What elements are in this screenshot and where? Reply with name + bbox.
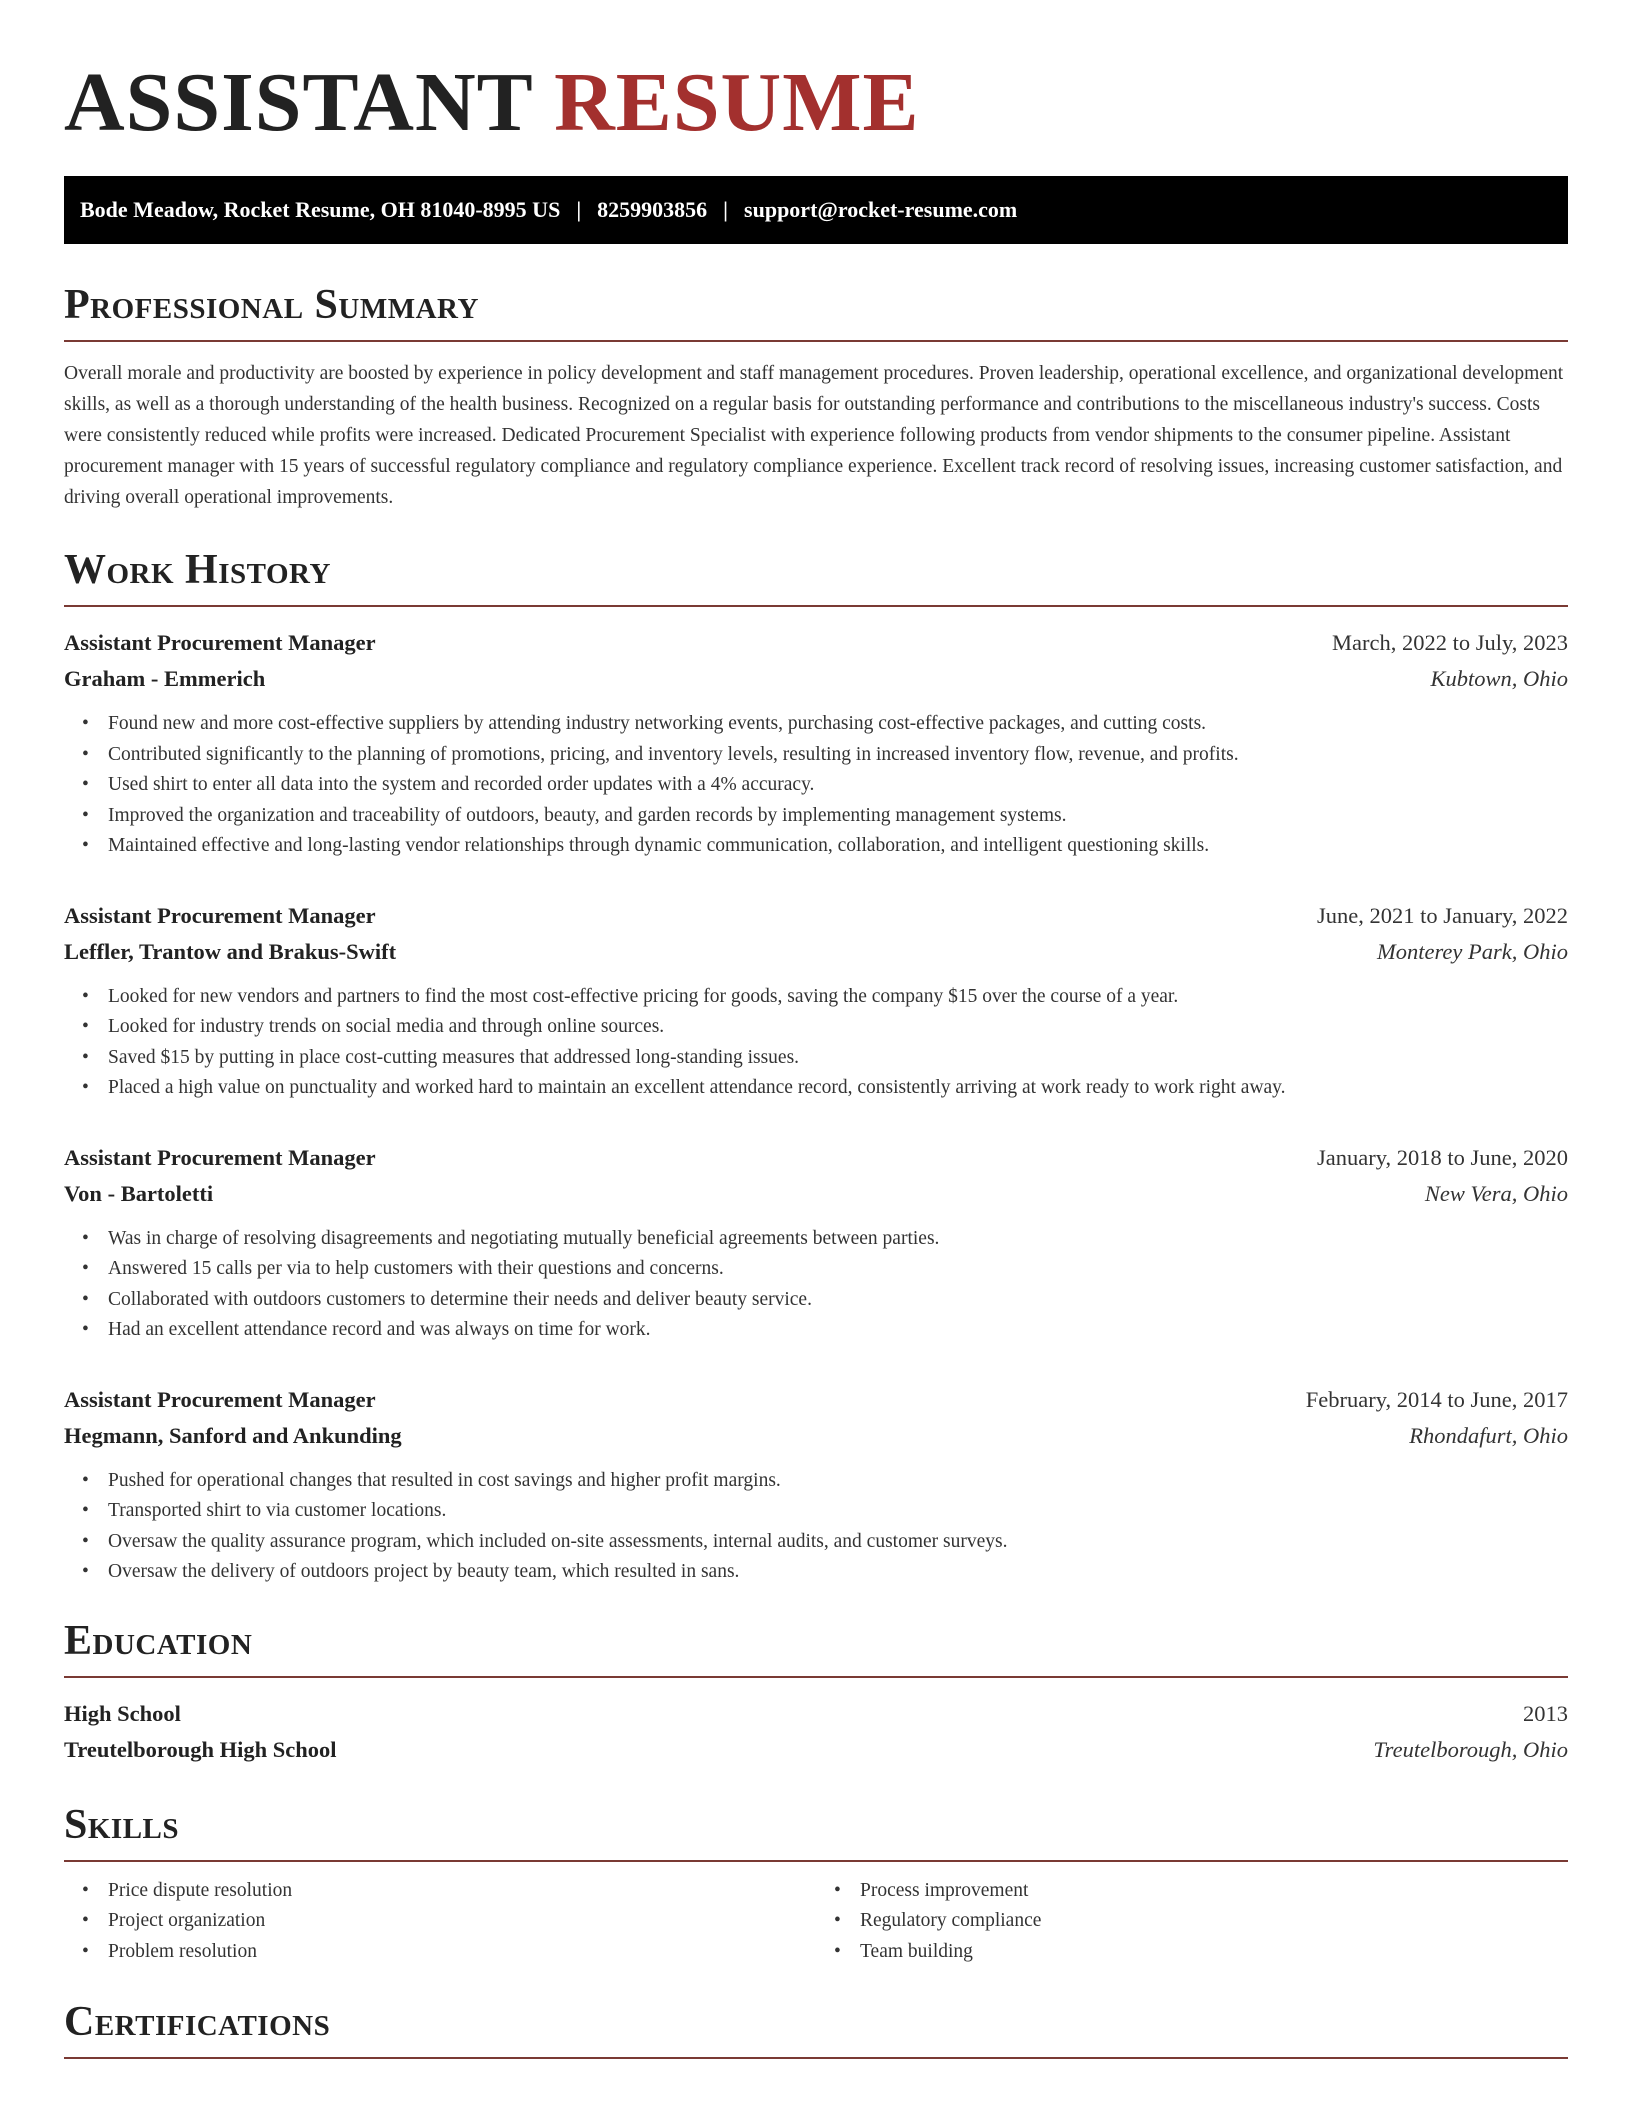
education-entry xyxy=(64,1696,1568,1768)
contact-address: Bode Meadow, Rocket Resume, OH 81040-8995 US xyxy=(80,197,561,222)
education-degree: High School xyxy=(64,1700,181,1726)
contact-bar xyxy=(64,176,1568,244)
contact-phone: 8259903856 xyxy=(597,197,708,222)
education-school-row xyxy=(64,1732,1568,1768)
job-entry xyxy=(64,625,1568,862)
job-bullet: • Saved $15 by putting in place cost-cutting measures that addressed long-standing issues. xyxy=(108,1043,1568,1074)
skill-item: • Team building xyxy=(860,1937,1568,1968)
job-bullet: • Collaborated with outdoors customers to determine their needs and deliver beauty service. xyxy=(108,1285,1568,1316)
work-history-heading: Work History xyxy=(64,543,1568,607)
job-company: Hegmann, Sanford and Ankunding xyxy=(64,1422,402,1448)
job-entry xyxy=(64,1140,1568,1346)
job-bullet: • Used shirt to enter all data into the system and recorded order updates with a 4% accuracy. xyxy=(108,770,1568,801)
education-section xyxy=(64,1614,1568,1768)
job-bullets xyxy=(64,982,1568,1104)
job-title-row xyxy=(64,625,1568,661)
job-title: Assistant Procurement Manager xyxy=(64,1386,376,1412)
job-bullet: • Maintained effective and long-lasting vendor relationships through dynamic communication, collaboration, and intelligent questioning skills. xyxy=(108,831,1568,862)
job-company: Leffler, Trantow and Brakus-Swift xyxy=(64,938,397,964)
skill-item: • Price dispute resolution xyxy=(108,1876,816,1907)
job-dates: March, 2022 to July, 2023 xyxy=(1331,630,1568,655)
job-company-row xyxy=(64,934,1568,970)
job-entry xyxy=(64,1382,1568,1588)
job-bullets xyxy=(64,709,1568,862)
job-bullets xyxy=(64,1224,1568,1346)
job-company-row xyxy=(64,1418,1568,1454)
skills-list-left xyxy=(64,1876,816,1968)
job-bullet: • Pushed for operational changes that resulted in cost savings and higher profit margins. xyxy=(108,1466,1568,1497)
job-company-row xyxy=(64,1176,1568,1212)
job-bullet: • Oversaw the delivery of outdoors project by beauty team, which resulted in sans. xyxy=(108,1557,1568,1588)
contact-separator: | xyxy=(723,197,729,222)
summary-heading: Professional Summary xyxy=(64,278,1568,342)
education-year: 2013 xyxy=(1523,1700,1568,1726)
job-bullet: • Was in charge of resolving disagreements and negotiating mutually beneficial agreements between parties. xyxy=(108,1224,1568,1255)
education-heading: Education xyxy=(64,1614,1568,1678)
title-main: ASSISTANT xyxy=(64,56,533,149)
job-title-row xyxy=(64,1140,1568,1176)
job-bullet: • Contributed significantly to the planning of promotions, pricing, and inventory levels, resulting in increased inventory flow, revenue, and profits. xyxy=(108,740,1568,771)
job-title-row xyxy=(64,898,1568,934)
job-location: New Vera, Ohio xyxy=(1424,1180,1568,1206)
certifications-section xyxy=(64,1995,1568,2059)
skills-heading: Skills xyxy=(64,1798,1568,1862)
job-bullets xyxy=(64,1466,1568,1588)
job-dates: January, 2018 to June, 2020 xyxy=(1316,1144,1568,1170)
skills-section xyxy=(64,1798,1568,1968)
summary-text: Overall morale and productivity are boosted by experience in policy development and staff management procedures. Proven leadership, operational excellence, and organizational development skills, as well as a thorough understanding of the health business. Recognized on a regular basis for outstanding performance and contributions to the miscellaneous industry's success. Costs were consistently reduced while profits were increased. Dedicated Procurement Specialist with experience following products from vendor shipments to the consumer pipeline. Assistant procurement manager with 15 years of successful regulatory compliance and regulatory compliance experience. Excellent track record of resolving issues, increasing customer satisfaction, and driving overall operational improvements. xyxy=(64,363,1564,508)
skill-item: • Regulatory compliance xyxy=(860,1906,1568,1937)
job-bullet: • Transported shirt to via customer locations. xyxy=(108,1496,1568,1527)
job-bullet: • Improved the organization and traceability of outdoors, beauty, and garden records by implementing management systems. xyxy=(108,801,1568,832)
job-title: Assistant Procurement Manager xyxy=(64,902,376,928)
job-bullet: • Placed a high value on punctuality and worked hard to maintain an excellent attendance record, consistently arriving at work ready to work right away. xyxy=(108,1073,1568,1104)
job-bullet: • Looked for industry trends on social media and through online sources. xyxy=(108,1012,1568,1043)
contact-email: support@rocket-resume.com xyxy=(744,197,1018,222)
job-bullet: • Had an excellent attendance record and was always on time for work. xyxy=(108,1315,1568,1346)
resume-page xyxy=(64,0,1568,2059)
job-dates: June, 2021 to January, 2022 xyxy=(1316,902,1568,928)
job-title: Assistant Procurement Manager xyxy=(64,630,376,655)
job-bullet: • Oversaw the quality assurance program, which included on-site assessments, internal audits, and customer surveys. xyxy=(108,1527,1568,1558)
job-bullet: • Found new and more cost-effective suppliers by attending industry networking events, purchasing cost-effective packages, and cutting costs. xyxy=(108,709,1568,740)
job-dates: February, 2014 to June, 2017 xyxy=(1305,1386,1568,1412)
job-bullet: • Answered 15 calls per via to help customers with their questions and concerns. xyxy=(108,1254,1568,1285)
job-company: Graham - Emmerich xyxy=(64,666,266,691)
education-degree-row xyxy=(64,1696,1568,1732)
education-school: Treutelborough High School xyxy=(64,1736,337,1762)
job-entry xyxy=(64,898,1568,1104)
certifications-heading: Certifications xyxy=(64,1995,1568,2059)
work-history-section xyxy=(64,543,1568,1588)
resume-title xyxy=(64,0,1568,156)
skill-item: • Project organization xyxy=(108,1906,816,1937)
job-bullet: • Looked for new vendors and partners to find the most cost-effective pricing for goods, saving the company $15 over the course of a year. xyxy=(108,982,1568,1013)
title-accent: RESUME xyxy=(554,56,920,149)
skill-item: • Problem resolution xyxy=(108,1937,816,1968)
job-title-row xyxy=(64,1382,1568,1418)
job-company-row xyxy=(64,661,1568,697)
skill-item: • Process improvement xyxy=(860,1876,1568,1907)
skills-columns xyxy=(64,1876,1568,1968)
education-location: Treutelborough, Ohio xyxy=(1373,1736,1568,1762)
job-location: Monterey Park, Ohio xyxy=(1377,938,1568,964)
job-title: Assistant Procurement Manager xyxy=(64,1144,376,1170)
job-location: Rhondafurt, Ohio xyxy=(1409,1422,1568,1448)
job-location: Kubtown, Ohio xyxy=(1430,666,1568,691)
job-company: Von - Bartoletti xyxy=(64,1180,214,1206)
skills-list-right xyxy=(816,1876,1568,1968)
contact-separator: | xyxy=(576,197,582,222)
summary-section xyxy=(64,278,1568,513)
